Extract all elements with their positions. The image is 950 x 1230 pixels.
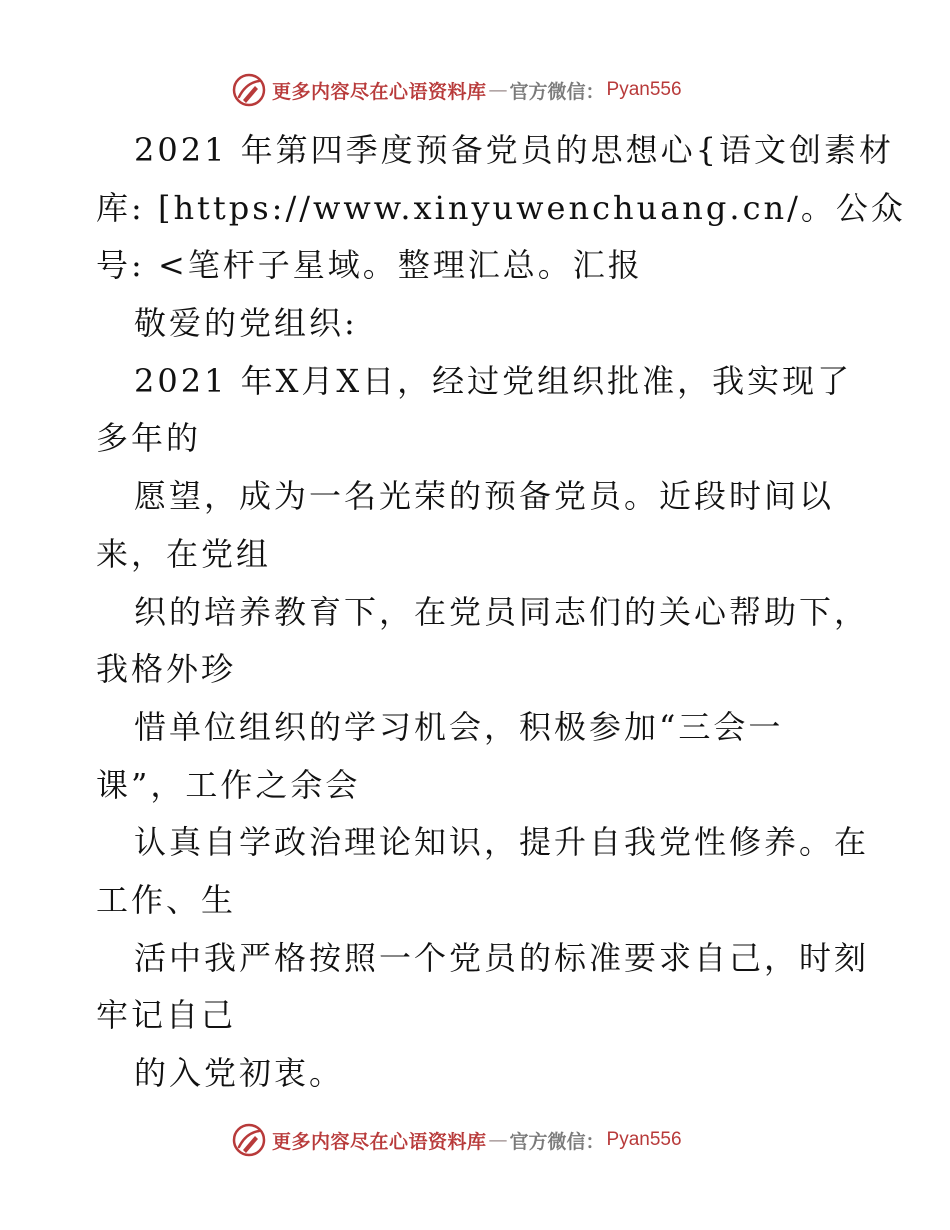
title-line-1: 2021 年第四季度预备党员的思想心{语文创素材 — [134, 131, 894, 169]
watermark-brand: 更多内容尽在心语资料库 — [272, 80, 487, 103]
watermark-separator: — — [488, 1129, 508, 1151]
watermark-brand: 更多内容尽在心语资料库 — [272, 1130, 487, 1153]
footer-watermark — [232, 1120, 682, 1160]
paragraph-line: 来，在党组 — [96, 534, 272, 573]
paragraph-line: 织的培养教育下，在党员同志们的关心帮助下， — [134, 592, 870, 631]
watermark-wechat-id: Pyan556 — [606, 79, 682, 100]
paragraph-line: 我格外珍 — [96, 650, 237, 689]
paragraph-line: 课”，工作之余会 — [96, 765, 361, 804]
watermark-wechat-label: 官方微信： — [509, 80, 605, 103]
paragraph-line: 惜单位组织的学习机会，积极参加“三会一 — [134, 707, 784, 746]
watermark-wechat-label: 官方微信： — [509, 1130, 605, 1153]
paragraph-line: 多年的 — [96, 419, 202, 458]
pen-logo-icon — [232, 73, 266, 107]
paragraph-line: 的入党初衷。 — [134, 1054, 345, 1092]
title-line-3: 号: <笔杆子星域。整理汇总。汇报 — [96, 246, 643, 285]
watermark-wechat-id: Pyan556 — [606, 1129, 682, 1150]
title-line-2: 库: [https://www.xinyuwenchuang.cn/。公众 — [96, 188, 906, 227]
paragraph-line: 2021 年X月X日，经过党组织批准，我实现了 — [134, 361, 853, 400]
pen-logo-icon — [232, 1123, 266, 1157]
paragraph-line: 工作、生 — [96, 880, 237, 919]
salutation: 敬爱的党组织: — [134, 304, 358, 343]
document-body — [96, 122, 906, 1103]
watermark-separator: — — [488, 79, 508, 101]
paragraph-line: 愿望，成为一名光荣的预备党员。近段时间以 — [134, 477, 835, 516]
paragraph-line: 认真自学政治理论知识，提升自我党性修养。在 — [134, 823, 870, 862]
paragraph-line: 牢记自己 — [96, 996, 237, 1035]
paragraph-line: 活中我严格按照一个党员的标准要求自己，时刻 — [134, 938, 870, 977]
header-watermark — [232, 70, 682, 110]
